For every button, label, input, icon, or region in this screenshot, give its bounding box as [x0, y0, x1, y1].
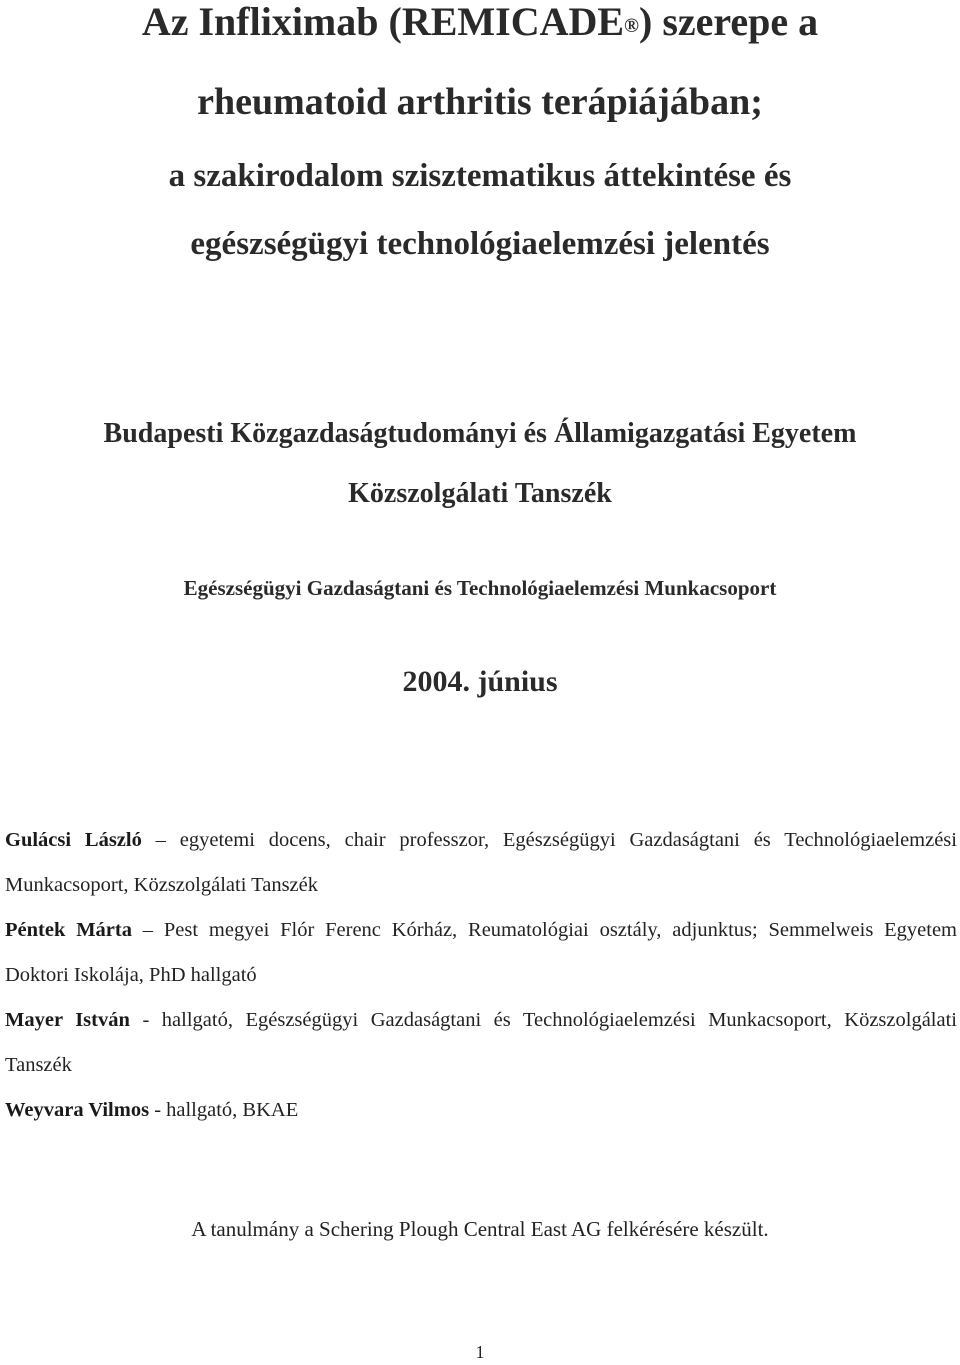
title-line-1-prefix: Az Infliximab (REMICADE — [141, 0, 625, 44]
author-name: Gulácsi László — [5, 829, 142, 851]
document-title-line-4: egészségügyi technológiaelemzési jelentés — [190, 226, 770, 262]
author-entry — [5, 908, 957, 998]
title-line-1-suffix: ) szerepe a — [639, 0, 819, 44]
document-title-line-2: rheumatoid arthritis terápiájában; — [197, 81, 763, 123]
author-role: – egyetemi docens, chair professzor, Egészségügyi Gazdaságtani és Technológiaelemzési Munkacsoport, Közszolgálati Tanszék — [5, 829, 957, 896]
author-name: Péntek Márta — [5, 919, 132, 941]
author-name: Mayer István — [5, 1009, 130, 1031]
university-name: Budapesti Közgazdaságtudományi és Államigazgatási Egyetem — [103, 418, 857, 449]
author-entry — [5, 998, 957, 1088]
registered-mark: ® — [624, 15, 639, 37]
department-name: Közszolgálati Tanszék — [348, 478, 612, 509]
author-name: Weyvara Vilmos — [5, 1099, 150, 1121]
author-role: – Pest megyei Flór Ferenc Kórház, Reumatológiai osztály, adjunktus; Semmelweis Egyetem Doktori Iskolája, PhD hallgató — [5, 919, 957, 986]
author-role: - hallgató, Egészségügyi Gazdaságtani és Technológiaelemzési Munkacsoport, Közszolgálati Tanszék — [5, 1009, 957, 1076]
author-list — [5, 818, 957, 1133]
page-number: 1 — [475, 1342, 485, 1362]
document-title-line-3: a szakirodalom szisztematikus áttekintése és — [168, 158, 792, 194]
author-role: - hallgató, BKAE — [149, 1099, 299, 1121]
document-title-line-1 — [0, 0, 960, 44]
author-entry — [5, 1088, 957, 1133]
author-entry — [5, 818, 957, 908]
publication-date: 2004. június — [402, 665, 558, 698]
commission-note: A tanulmány a Schering Plough Central East AG felkérésére készült. — [191, 1217, 769, 1241]
working-group-name: Egészségügyi Gazdaságtani és Technológiaelemzési Munkacsoport — [183, 576, 777, 600]
